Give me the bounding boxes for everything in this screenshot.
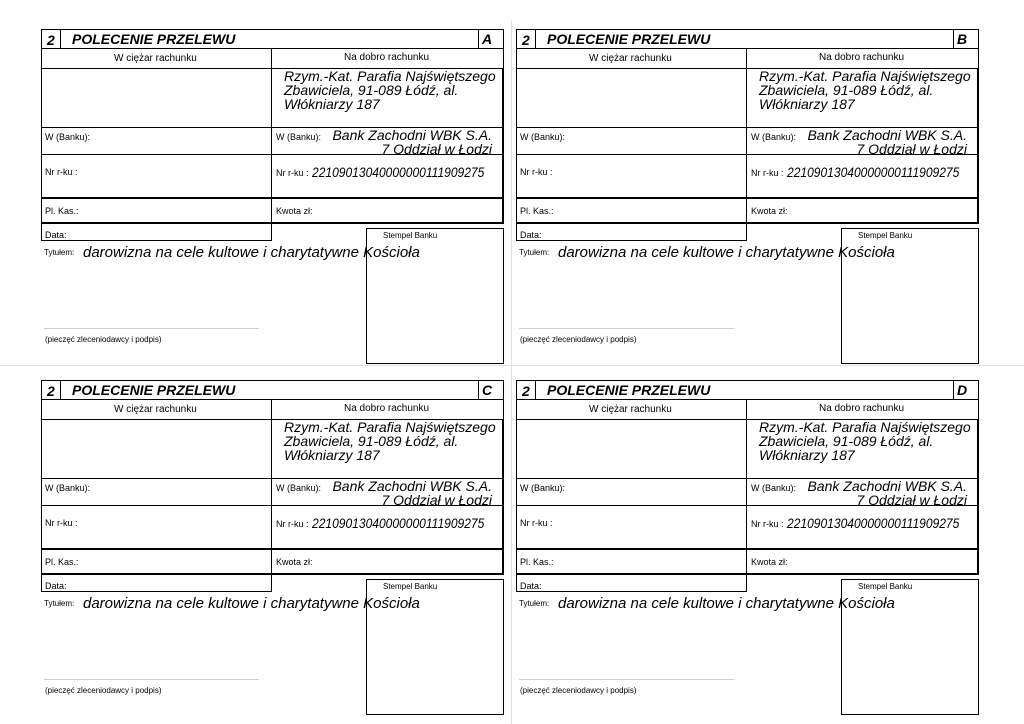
credit-account-number-label: Nr r-ku : [276, 168, 309, 178]
form-letter: B [957, 31, 968, 47]
bank-name: Bank Zachodni WBK S.A. 7 Oddział w Łodzi [332, 478, 492, 508]
form-title: POLECENIE PRZELEWU [72, 382, 236, 398]
credit-account-number-label: Nr r-ku : [751, 519, 784, 529]
credit-account-header: Na dobro rachunku [819, 403, 905, 414]
form-title: POLECENIE PRZELEWU [72, 31, 236, 47]
debit-account-header: W ciężar rachunku [114, 53, 197, 64]
bank-name: Bank Zachodni WBK S.A. 7 Oddział w Łodzi [332, 127, 492, 157]
bank-stamp-label: Stempel Banku [858, 582, 913, 591]
cash-desk-label: Pl. Kas.: [45, 206, 79, 216]
credit-bank-label: W (Banku): [751, 483, 797, 493]
signature-label: (pieczęć zleceniodawcy i podpis) [45, 686, 162, 695]
signature-line [44, 679, 259, 680]
bank-stamp-label: Stempel Banku [383, 231, 438, 240]
signature-label: (pieczęć zleceniodawcy i podpis) [520, 686, 637, 695]
bank-stamp-label: Stempel Banku [858, 231, 913, 240]
debit-account-number-label: Nr r-ku : [520, 167, 553, 177]
transfer-title-text: darowizna na cele kultowe i charytatywne Kościoła [83, 244, 420, 261]
debit-account-number-label: Nr r-ku : [45, 167, 78, 177]
form-number: 2 [522, 32, 530, 48]
signature-label: (pieczęć zleceniodawcy i podpis) [45, 335, 162, 344]
cash-desk-label: Pl. Kas.: [45, 557, 79, 567]
transfer-title-label: Tytułem: [44, 599, 75, 608]
debit-bank-label: W (Banku): [520, 132, 566, 142]
bank-name: Bank Zachodni WBK S.A. 7 Oddział w Łodzi [807, 127, 967, 157]
date-label: Data: [45, 581, 67, 591]
credit-account-header: Na dobro rachunku [819, 52, 905, 63]
debit-account-number-label: Nr r-ku : [520, 518, 553, 528]
form-title: POLECENIE PRZELEWU [547, 31, 711, 47]
recipient-name-address: Rzym.-Kat. Parafia Najświętszego Zbawiciela, 91-089 Łódź, al. Włókniarzy 187 [759, 419, 971, 463]
transfer-form-c [41, 380, 504, 715]
account-number: 22109013040000000111909275 [312, 164, 485, 180]
transfer-title-label: Tytułem: [519, 599, 550, 608]
credit-account-header: Na dobro rachunku [344, 52, 430, 63]
credit-bank-label: W (Banku): [276, 483, 322, 493]
recipient-name-address: Rzym.-Kat. Parafia Najświętszego Zbawiciela, 91-089 Łódź, al. Włókniarzy 187 [284, 68, 496, 112]
credit-account-number-label: Nr r-ku : [276, 519, 309, 529]
transfer-title-text: darowizna na cele kultowe i charytatywne Kościoła [558, 595, 895, 612]
credit-bank-label: W (Banku): [276, 132, 322, 142]
amount-label: Kwota zł: [751, 557, 788, 567]
account-number: 22109013040000000111909275 [787, 164, 960, 180]
amount-label: Kwota zł: [276, 206, 313, 216]
bank-stamp-label: Stempel Banku [383, 582, 438, 591]
transfer-title-text: darowizna na cele kultowe i charytatywne Kościoła [83, 595, 420, 612]
form-letter: A [482, 31, 493, 47]
page-divider-vertical [511, 20, 512, 724]
amount-label: Kwota zł: [276, 557, 313, 567]
credit-account-number-label: Nr r-ku : [751, 168, 784, 178]
form-number: 2 [47, 32, 55, 48]
transfer-title-label: Tytułem: [519, 248, 550, 257]
form-letter: D [957, 382, 968, 398]
form-number: 2 [522, 383, 530, 399]
amount-label: Kwota zł: [751, 206, 788, 216]
recipient-name-address: Rzym.-Kat. Parafia Najświętszego Zbawiciela, 91-089 Łódź, al. Włókniarzy 187 [284, 419, 496, 463]
date-label: Data: [45, 230, 67, 240]
cash-desk-label: Pl. Kas.: [520, 206, 554, 216]
signature-line [519, 328, 734, 329]
debit-bank-label: W (Banku): [45, 132, 91, 142]
cash-desk-label: Pl. Kas.: [520, 557, 554, 567]
debit-account-header: W ciężar rachunku [114, 404, 197, 415]
transfer-form-b [516, 29, 979, 364]
bank-name: Bank Zachodni WBK S.A. 7 Oddział w Łodzi [807, 478, 967, 508]
form-number: 2 [47, 383, 55, 399]
date-label: Data: [520, 581, 542, 591]
debit-account-header: W ciężar rachunku [589, 404, 672, 415]
transfer-title-label: Tytułem: [44, 248, 75, 257]
signature-line [519, 679, 734, 680]
date-label: Data: [520, 230, 542, 240]
transfer-form-a [41, 29, 504, 364]
page-divider-horizontal [0, 365, 1024, 366]
signature-label: (pieczęć zleceniodawcy i podpis) [520, 335, 637, 344]
transfer-title-text: darowizna na cele kultowe i charytatywne Kościoła [558, 244, 895, 261]
form-letter: C [482, 382, 493, 398]
credit-bank-label: W (Banku): [751, 132, 797, 142]
transfer-form-d [516, 380, 979, 715]
form-title: POLECENIE PRZELEWU [547, 382, 711, 398]
debit-account-header: W ciężar rachunku [589, 53, 672, 64]
debit-bank-label: W (Banku): [520, 483, 566, 493]
debit-bank-label: W (Banku): [45, 483, 91, 493]
recipient-name-address: Rzym.-Kat. Parafia Najświętszego Zbawiciela, 91-089 Łódź, al. Włókniarzy 187 [759, 68, 971, 112]
account-number: 22109013040000000111909275 [312, 515, 485, 531]
signature-line [44, 328, 259, 329]
account-number: 22109013040000000111909275 [787, 515, 960, 531]
debit-account-number-label: Nr r-ku : [45, 518, 78, 528]
credit-account-header: Na dobro rachunku [344, 403, 430, 414]
